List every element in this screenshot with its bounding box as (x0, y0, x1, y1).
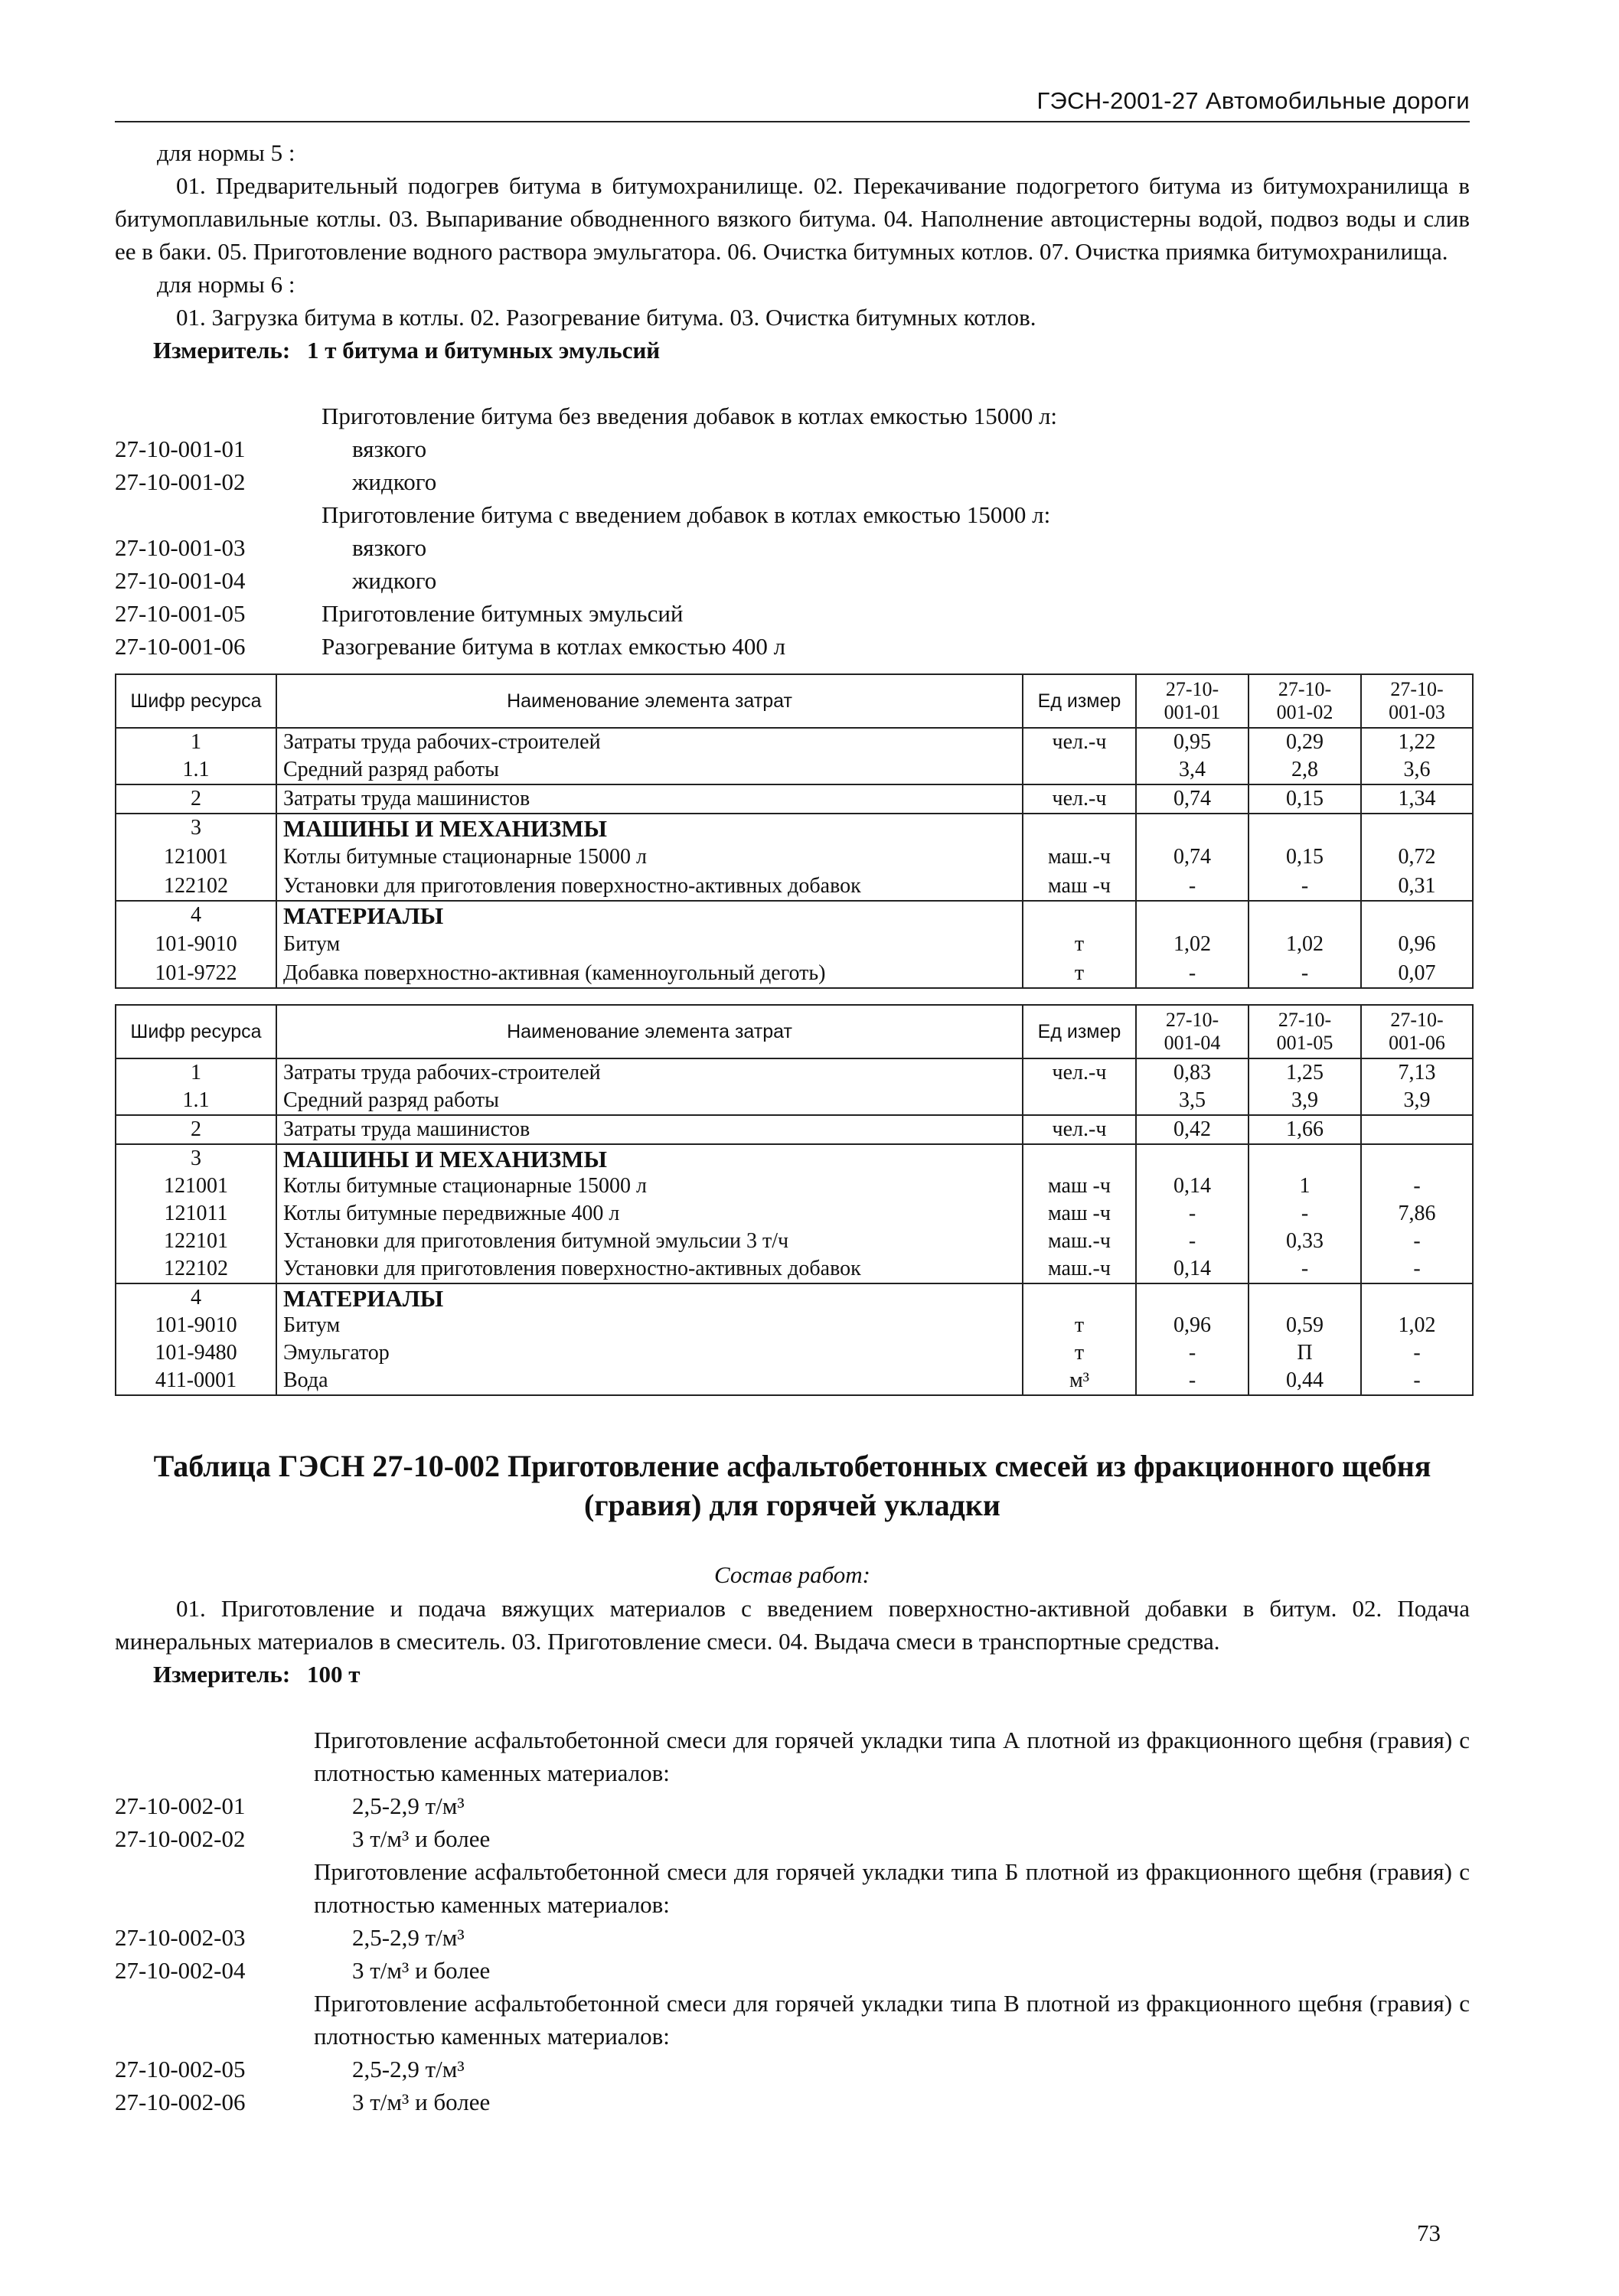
list-item: 27-10-001-05 Приготовление битумных эмульсий (115, 600, 684, 627)
col-header-norm: 27-10- 001-02 (1249, 674, 1361, 728)
table-row: 101-9010 Битум т 0,96 0,59 1,02 (116, 1312, 1473, 1339)
table-row: 4 МАТЕРИАЛЫ (116, 901, 1473, 929)
col-header-code: Шифр ресурса (116, 674, 276, 728)
table-row: 4 МАТЕРИАЛЫ (116, 1283, 1473, 1312)
group-header: Приготовление асфальтобетонной смеси для горячей укладки типа А плотной из фракционного щебня (гравия) с плотностью каменных материалов: (314, 1727, 1470, 1786)
list-item: 27-10-002-03 2,5-2,9 т/м³ (115, 1924, 465, 1951)
table-row: 121011 Котлы битумные передвижные 400 л маш -ч - - 7,86 (116, 1200, 1473, 1228)
col-header-name: Наименование элемента затрат (276, 1005, 1023, 1058)
table-row: 2 Затраты труда машинистов чел.-ч 0,42 1,66 (116, 1115, 1473, 1144)
table-row: 122101 Установки для приготовления битумной эмульсии 3 т/ч маш.-ч - 0,33 - (116, 1228, 1473, 1255)
page-number: 73 (1417, 2219, 1441, 2246)
resource-table-1 (115, 673, 1474, 989)
table-row: 1.1 Средний разряд работы 3,4 2,8 3,6 (116, 756, 1473, 784)
list-item: 27-10-001-01 вязкого (115, 435, 427, 462)
document-page (115, 0, 1470, 2296)
list-item: 27-10-002-05 2,5-2,9 т/м³ (115, 2056, 465, 2082)
norm6-text: 01. Загрузка битума в котлы. 02. Разогревание битума. 03. Очистка битумных котлов. (176, 304, 1036, 331)
table-row: 3 МАШИНЫ И МЕХАНИЗМЫ (116, 814, 1473, 842)
list-item: Приготовление битума с введением добавок в котлах емкостью 15000 л: (322, 501, 1051, 528)
works-label: Состав работ: (713, 1561, 870, 1588)
works-text: 01. Приготовление и подача вяжущих материалов с введением поверхностно-активной добавки в битум. 02. Подача минеральных материалов в смеситель. 03. Приготовление смеси. 04. Выдача смеси в транспортные средства. (115, 1595, 1470, 1655)
table-row: 101-9010 Битум т 1,02 1,02 0,96 (116, 929, 1473, 960)
table-row: 121001 Котлы битумные стационарные 15000 л маш -ч 0,14 1 - (116, 1172, 1473, 1200)
table-row: 3 МАШИНЫ И МЕХАНИЗМЫ (116, 1144, 1473, 1172)
col-header-name: Наименование элемента затрат (276, 674, 1023, 728)
table-row: 122102 Установки для приготовления поверхностно-активных добавок маш.-ч 0,14 - - (116, 1255, 1473, 1283)
intro-block (115, 136, 1470, 367)
norm5-label: для нормы 5 : (157, 139, 295, 166)
list-item: 27-10-002-04 3 т/м³ и более (115, 1957, 491, 1984)
measure-value: 100 т (306, 1661, 361, 1688)
list-item: 27-10-001-04 жидкого (115, 567, 437, 594)
group-header: Приготовление асфальтобетонной смеси для горячей укладки типа В плотной из фракционного щебня (гравия) с плотностью каменных материалов: (314, 1990, 1470, 2050)
measure-label: Измеритель: (153, 337, 291, 364)
section-title: Таблица ГЭСН 27-10-002 Приготовление асфальтобетонных смесей из фракционного щебня (гравия) для горячей укладки (153, 1449, 1431, 1522)
col-header-unit: Ед измер (1023, 1005, 1136, 1058)
list-item: 27-10-002-01 2,5-2,9 т/м³ (115, 1792, 465, 1819)
list-item: 27-10-001-03 вязкого (115, 534, 427, 561)
norm-items-list-2 (115, 1724, 1470, 2118)
group-header: Приготовление асфальтобетонной смеси для горячей укладки типа Б плотной из фракционного щебня (гравия) с плотностью каменных материалов: (314, 1858, 1470, 1918)
norm-items-list (115, 400, 1470, 663)
resource-table-2 (115, 1004, 1474, 1396)
measure-label: Измеритель: (153, 1661, 291, 1688)
table-row: 2 Затраты труда машинистов чел.-ч 0,74 0,15 1,34 (116, 784, 1473, 814)
list-item: 27-10-002-02 3 т/м³ и более (115, 1825, 491, 1852)
col-header-unit: Ед измер (1023, 674, 1136, 728)
list-item: 27-10-001-02 жидкого (115, 468, 437, 495)
table-header-row (116, 674, 1473, 728)
header-title: ГЭСН-2001-27 Автомобильные дороги (1036, 87, 1470, 114)
table-row: 122102 Установки для приготовления поверхностно-активных добавок маш -ч - - 0,31 (116, 872, 1473, 901)
running-header (115, 83, 1470, 122)
table-row: 1.1 Средний разряд работы 3,5 3,9 3,9 (116, 1087, 1473, 1115)
list-item: 27-10-001-06 Разогревание битума в котлах емкостью 400 л (115, 633, 786, 660)
list-item: Приготовление битума без введения добавок в котлах емкостью 15000 л: (322, 403, 1058, 429)
col-header-norm: 27-10- 001-05 (1249, 1005, 1361, 1058)
col-header-norm: 27-10- 001-06 (1361, 1005, 1473, 1058)
norm6-label: для нормы 6 : (157, 271, 295, 298)
table-header-row (116, 1005, 1473, 1058)
works-block (115, 1592, 1470, 1691)
list-item: 27-10-002-06 3 т/м³ и более (115, 2089, 491, 2115)
col-header-norm: 27-10- 001-04 (1136, 1005, 1249, 1058)
col-header-code: Шифр ресурса (116, 1005, 276, 1058)
table-row: 1 Затраты труда рабочих-строителей чел.-ч 0,83 1,25 7,13 (116, 1058, 1473, 1087)
col-header-norm: 27-10- 001-03 (1361, 674, 1473, 728)
table-row: 101-9480 Эмульгатор т - П - (116, 1339, 1473, 1367)
col-header-norm: 27-10- 001-01 (1136, 674, 1249, 728)
measure-line (115, 334, 1470, 367)
table-row: 411-0001 Вода м³ - 0,44 - (116, 1367, 1473, 1395)
table-row: 101-9722 Добавка поверхностно-активная (каменноугольный деготь) т - - 0,07 (116, 960, 1473, 988)
table-row: 121001 Котлы битумные стационарные 15000 л маш.-ч 0,74 0,15 0,72 (116, 842, 1473, 872)
measure-value: 1 т битума и битумных эмульсий (306, 337, 661, 364)
table-row: 1 Затраты труда рабочих-строителей чел.-ч 0,95 0,29 1,22 (116, 728, 1473, 756)
measure-line-2 (115, 1658, 1470, 1691)
norm5-text: 01. Предварительный подогрев битума в битумохранилище. 02. Перекачивание подогретого битума из битумохранилища в битумоплавильные котлы. 03. Выпаривание обводненного вязкого битума. 04. Наполнение автоцистерны водой, подвоз воды и слив ее в баки. 05. Приготовление водного раствора эмульгатора. 06. Очистка битумных котлов. 07. Очистка приямка битумохранилища. (115, 172, 1470, 265)
